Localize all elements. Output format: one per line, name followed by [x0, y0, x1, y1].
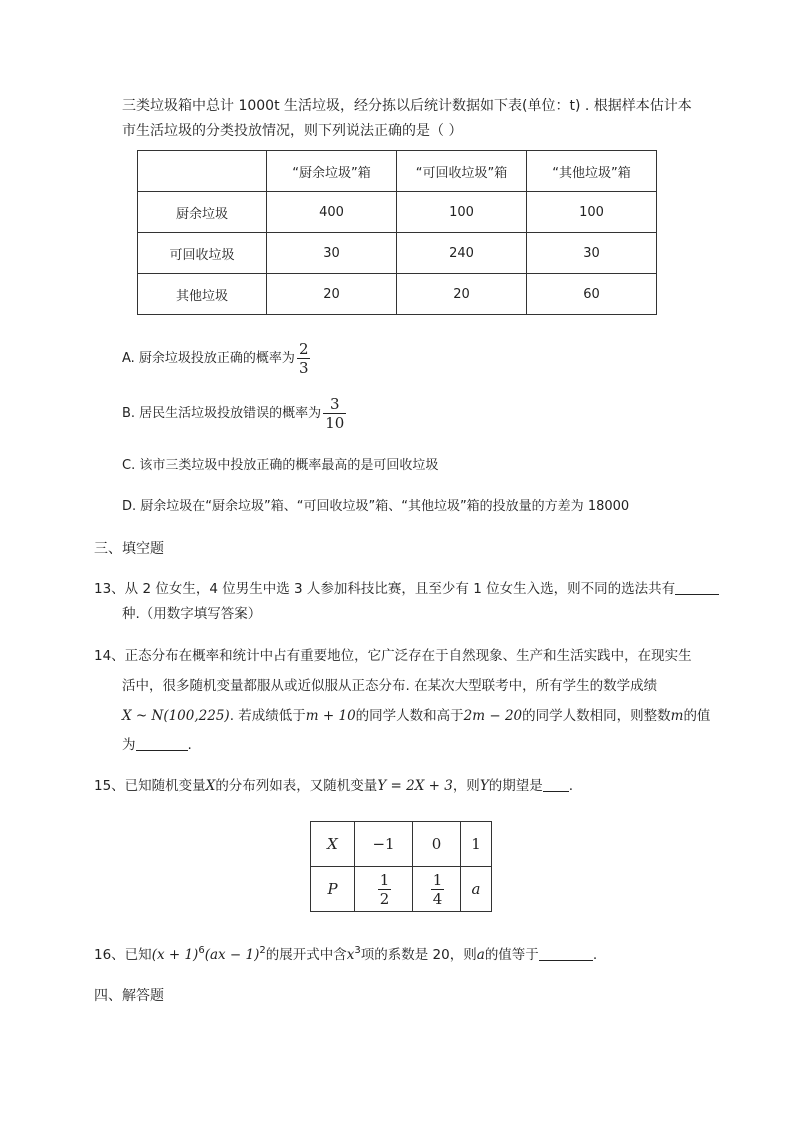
row-label: 其他垃圾 [138, 274, 267, 315]
q16-line: 16、已知$(x + 1)^6(ax - 1)^2$的展开式中含$x^3$项的系数是 20，则a的值等于 . [94, 945, 598, 963]
table-row [138, 274, 657, 315]
answer-blank [136, 736, 188, 751]
table-cell: P [311, 867, 355, 912]
table-cell: 1 [461, 822, 492, 867]
q13-line2: 种.（用数字填写答案） [122, 606, 262, 622]
answer-blank [675, 580, 719, 595]
table-header-row [138, 151, 657, 192]
table-cell: a [461, 867, 492, 912]
answer-blank [539, 946, 593, 961]
table-cell: 240 [397, 233, 527, 274]
q14-line2: 活中，很多随机变量都服从或近似服从正态分布. 在某次大型联考中，所有学生的数学成绩 [122, 678, 658, 694]
section-4-title: 四、解答题 [94, 988, 164, 1004]
q13-text: 13、从 2 位女生，4 位男生中选 3 人参加科技比赛，且至少有 1 位女生入选，则不同的选法共有 [94, 581, 676, 597]
row-label: 厨余垃圾 [138, 192, 267, 233]
fraction: $\frac{3}{10}$ [325, 395, 345, 432]
option-b-text: B. 居民生活垃圾投放错误的概率为 [122, 406, 322, 421]
option-a [122, 340, 310, 377]
table-header: “可回收垃圾”箱 [397, 151, 527, 192]
q14-line1: 14、正态分布在概率和统计中占有重要地位，它广泛存在于自然现象、生产和生活实践中，在现实生 [94, 648, 692, 664]
table-cell: 30 [527, 233, 657, 274]
table-cell: 20 [397, 274, 527, 315]
q15-line: 15、已知随机变量X的分布列如表，又随机变量Y = 2X + 3，则Y的期望是 . [94, 778, 574, 794]
option-a-text: A. 厨余垃圾投放正确的概率为 [122, 351, 295, 366]
distribution-table [310, 821, 492, 912]
fraction: $\frac{1}{4}$ [432, 870, 443, 908]
answer-blank [543, 777, 569, 792]
waste-table [137, 150, 657, 315]
table-cell: 20 [267, 274, 397, 315]
option-c: C. 该市三类垃圾中投放正确的概率最高的是可回收垃圾 [122, 458, 439, 473]
distribution-expr: X ~ N(100,225) [122, 708, 230, 724]
table-cell [355, 867, 413, 912]
q12-stem-line2: 市生活垃圾的分类投放情况，则下列说法正确的是（ ） [122, 123, 463, 139]
option-d: D. 厨余垃圾在“厨余垃圾”箱、“可回收垃圾”箱、“其他垃圾”箱的投放量的方差为 18000 [122, 499, 630, 514]
q13-line1 [94, 579, 719, 599]
table-cell: −1 [355, 822, 413, 867]
table-cell: 100 [397, 192, 527, 233]
table-cell: 100 [527, 192, 657, 233]
table-cell [413, 867, 461, 912]
option-b [122, 395, 346, 432]
table-header: “其他垃圾”箱 [527, 151, 657, 192]
table-row [138, 233, 657, 274]
table-row [311, 822, 492, 867]
table-cell: X [311, 822, 355, 867]
q14-line3: X ~ N(100,225). 若成绩低于m + 10的同学人数和高于2m − 20的同学人数相同，则整数m的值 [122, 708, 711, 724]
table-cell [138, 151, 267, 192]
q12-stem-line1: 三类垃圾箱中总计 1000t 生活垃圾，经分拣以后统计数据如下表(单位：t) . 根据样本估计本 [122, 98, 692, 114]
table-cell: 0 [413, 822, 461, 867]
fraction: $\frac{2}{3}$ [298, 340, 309, 377]
fraction: $\frac{1}{2}$ [379, 870, 390, 908]
q14-line4: 为 . [122, 737, 192, 753]
table-cell: 400 [267, 192, 397, 233]
table-row [138, 192, 657, 233]
table-row [311, 867, 492, 912]
table-cell: 30 [267, 233, 397, 274]
section-3-title: 三、填空题 [94, 541, 164, 557]
table-cell: 60 [527, 274, 657, 315]
table-header: “厨余垃圾”箱 [267, 151, 397, 192]
row-label: 可回收垃圾 [138, 233, 267, 274]
